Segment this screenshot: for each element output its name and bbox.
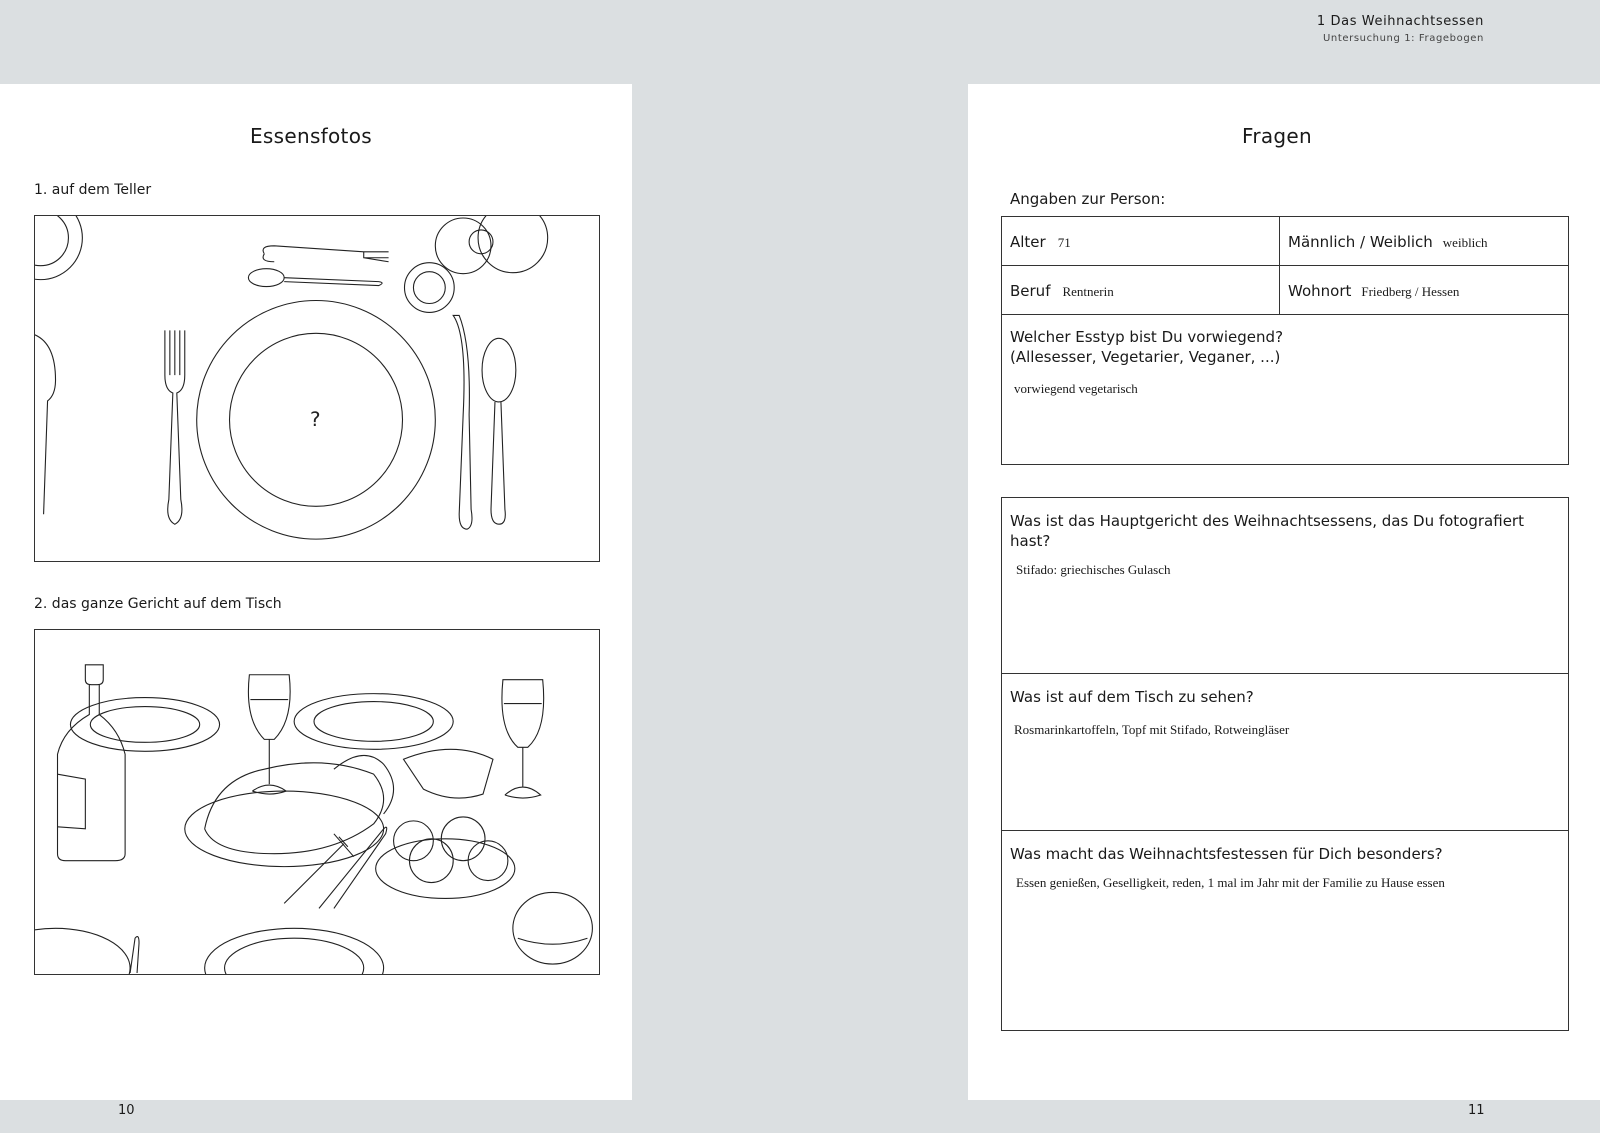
plate-setting-illustration [34, 215, 600, 562]
question-3-text: Was macht das Weihnachtsfestessen für Dich besonders? [1010, 845, 1443, 863]
questions-form [1001, 497, 1569, 1031]
beruf-cell [1002, 266, 1280, 315]
page-title-fragen: Fragen [1242, 124, 1313, 148]
beruf-label: Beruf [1010, 282, 1051, 300]
person-section-label: Angaben zur Person: [1010, 190, 1166, 208]
table-dinner-drawing [35, 630, 599, 974]
photo1-caption: 1. auf dem Teller [34, 182, 152, 198]
esstyp-answer[interactable]: vorwiegend vegetarisch [1014, 381, 1138, 396]
alter-value[interactable]: 71 [1057, 235, 1071, 250]
beruf-value[interactable]: Rentnerin [1062, 284, 1114, 299]
alter-label: Alter [1010, 233, 1046, 251]
esstyp-cell [1002, 315, 1568, 464]
wohnort-cell [1280, 266, 1568, 315]
photo2-caption: 2. das ganze Gericht auf dem Tisch [34, 596, 282, 612]
wohnort-label: Wohnort [1288, 282, 1352, 300]
plate-setting-drawing [35, 216, 599, 561]
page-title-essensfotos: Essensfotos [250, 124, 372, 148]
question-block-3 [1002, 831, 1568, 1030]
question-2-text: Was ist auf dem Tisch zu sehen? [1010, 688, 1254, 706]
running-head-chapter: 1 Das Weihnachtsessen [1316, 14, 1484, 29]
page-number-right: 11 [1468, 1103, 1485, 1118]
geschlecht-value[interactable]: weiblich [1442, 235, 1488, 250]
question-2-answer[interactable]: Rosmarinkartoffeln, Topf mit Stifado, Rotweingläser [1014, 722, 1290, 737]
left-page [0, 84, 632, 1100]
person-info-form [1001, 216, 1569, 465]
alter-cell [1002, 217, 1280, 266]
page-number-left: 10 [118, 1103, 135, 1118]
question-1-answer[interactable]: Stifado: griechisches Gulasch [1016, 562, 1171, 577]
wohnort-value[interactable]: Friedberg / Hessen [1361, 284, 1460, 299]
question-block-1 [1002, 498, 1568, 674]
geschlecht-cell [1280, 217, 1568, 266]
esstyp-question-line1: Welcher Esstyp bist Du vorwiegend? [1010, 328, 1284, 346]
geschlecht-label: Männlich / Weiblich [1288, 233, 1433, 251]
esstyp-question-line2: (Allesesser, Vegetarier, Veganer, ...) [1010, 348, 1281, 366]
table-setting-illustration [34, 629, 600, 975]
running-head-section: Untersuchung 1: Fragebogen [1322, 33, 1484, 44]
question-block-2 [1002, 674, 1568, 831]
plate-question-mark: ? [310, 407, 321, 431]
right-page [968, 84, 1600, 1100]
question-1-text: Was ist das Hauptgericht des Weihnachtsessens, das Du fotografiert hast? [1010, 512, 1524, 550]
question-3-answer[interactable]: Essen genießen, Geselligkeit, reden, 1 mal im Jahr mit der Familie zu Hause essen [1016, 875, 1445, 890]
